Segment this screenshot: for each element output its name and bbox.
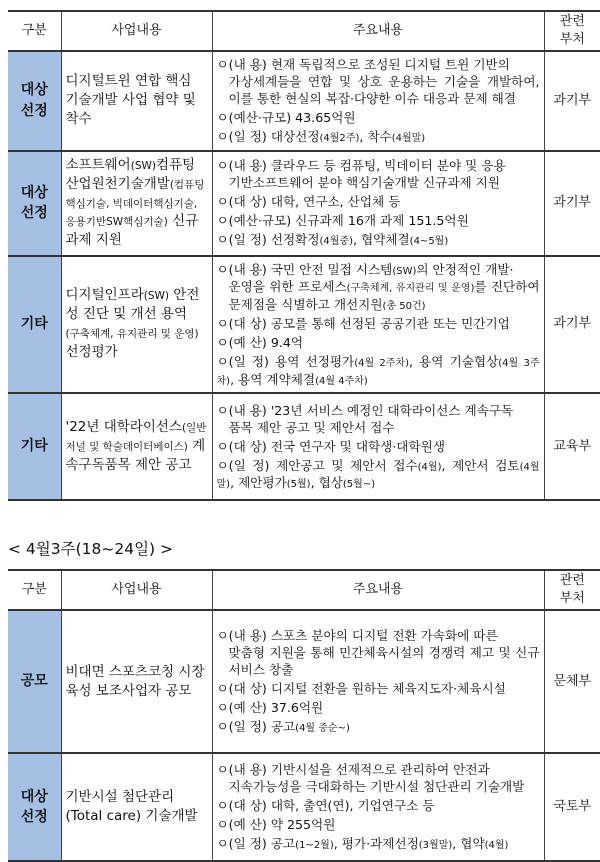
ministry-cell: 국토부 (544, 753, 600, 861)
content-cell (212, 51, 544, 151)
content-item: ㅇ(예 산) 약 255억원 (216, 817, 336, 833)
content-item: ㅇ(대 상) 공모를 통해 선정된 공공기관 또는 민간기업 (216, 316, 510, 331)
content-item: ㅇ(일 정) 대상선정(4월2주), 착수(4월말) (216, 129, 426, 144)
content-item: ㅇ(내 용) 클라우드 등 컴퓨팅, 빅데이터 분야 및 응용 기반소프트웨어 분야 핵심기술개발 신규과제 지원 (216, 158, 506, 191)
business-cell: '22년 대학라이선스(일반저널 및 학술데이터베이스) 계속구독품목 제안 공고 (61, 393, 212, 500)
content-item: ㅇ(일 정) 용역 선정평가(4월 2주차), 용역 기술협상(4월 3주차), 용역 계약체결(4월 4주차) (216, 354, 540, 387)
content-cell (212, 610, 544, 753)
business-cell: 기반시설 첨단관리 (Total care) 기술개발 (61, 753, 212, 861)
table-row (8, 151, 600, 256)
content-item: ㅇ(일 정) 공고(4월 중순~) (216, 719, 350, 735)
header-category: 구분 (8, 570, 61, 610)
header-content: 주요내용 (212, 11, 544, 51)
table-header-row (8, 11, 600, 51)
ministry-cell: 과기부 (544, 51, 600, 151)
header-ministry: 관련 부처 (544, 11, 600, 51)
content-item: ㅇ(일 정) 제안공고 및 제안서 접수(4월), 제안서 검토(4월 말), 제안평가(5월), 협상(5월~) (216, 457, 540, 490)
ministry-cell: 교육부 (544, 393, 600, 500)
ministry-cell: 과기부 (544, 256, 600, 394)
business-cell: 비대면 스포츠코칭 시장 육성 보조사업자 공모 (61, 610, 212, 753)
section-heading-week3: < 4월3주(18~24일) > (8, 540, 173, 558)
table-header-row (8, 570, 600, 610)
business-cell: 디지털인프라(SW) 안전성 진단 및 개선 용역 (구축체계, 유지관리 및 운영) 선정평가 (61, 256, 212, 394)
content-item: ㅇ(대 상) 대학, 연구소, 산업체 등 (216, 194, 401, 210)
business-cell: 디지털트윈 연합 핵심 기술개발 사업 협약 및 착수 (61, 51, 212, 151)
content-cell (212, 151, 544, 256)
content-item: ㅇ(내 용) 국민 안전 밀접 시스템(SW)의 안정적인 개발· 운영을 위한 프로세스(구축체계, 유지관리 및 운영)를 진단하여 문제점을 식별하고 개선지원(총 50건) (216, 261, 540, 312)
content-item: ㅇ(예 산) 37.6억원 (216, 700, 324, 716)
ministry-cell: 과기부 (544, 151, 600, 256)
content-item: ㅇ(내 용) '23년 서비스 예정인 대학라이선스 계속구독 품목 제안 공고 및 제안서 접수 (216, 402, 514, 435)
content-item: ㅇ(대 상) 디지털 전환을 원하는 체육지도자·체육시설 (216, 681, 506, 697)
content-item: ㅇ(대 상) 전국 연구자 및 대학생·대학원생 (216, 438, 445, 454)
content-item: ㅇ(예 산) 9.4억 (216, 335, 304, 350)
category-cell: 대상 선정 (8, 753, 61, 861)
business-cell: 소프트웨어(SW)컴퓨팅 산업원천기술개발(컴퓨팅 핵심기술, 빅데이터핵심기술, 응용기반SW핵심기술) 신규 과제 지원 (61, 151, 212, 256)
header-ministry: 관련 부처 (544, 570, 600, 610)
content-item: ㅇ(예산·규모) 43.65억원 (216, 110, 356, 125)
table-row (8, 393, 600, 500)
content-item: ㅇ(일 정) 공고(1~2월), 평가·과제선정(3월말), 협약(4월) (216, 836, 509, 852)
header-business: 사업내용 (61, 570, 212, 610)
category-cell: 기타 (8, 256, 61, 394)
content-cell (212, 393, 544, 500)
category-cell: 대상 선정 (8, 51, 61, 151)
table-row (8, 256, 600, 394)
table-row (8, 753, 600, 861)
category-cell: 대상 선정 (8, 151, 61, 256)
document (8, 10, 600, 862)
schedule-table-week3 (8, 569, 600, 862)
header-category: 구분 (8, 11, 61, 51)
content-item: ㅇ(예산·규모) 신규과제 16개 과제 151.5억원 (216, 213, 469, 229)
category-cell: 공모 (8, 610, 61, 753)
content-cell (212, 753, 544, 861)
header-business: 사업내용 (61, 11, 212, 51)
content-item: ㅇ(내 용) 기반시설을 선제적으로 관리하여 안전과 지속가능성을 극대화하는 기반시설 첨단관리 기술개발 (216, 762, 525, 795)
table-row (8, 51, 600, 151)
category-cell: 기타 (8, 393, 61, 500)
content-cell (212, 256, 544, 394)
schedule-table-week2 (8, 10, 600, 501)
content-item: ㅇ(내 용) 현재 독립적으로 조성된 디지털 트윈 기반의 가상세계들을 연합 및 상호 운용하는 기술을 개발하여, 이를 통한 현실의 복잡·다양한 이슈 대응과 문제 해결 (216, 57, 540, 106)
header-content: 주요내용 (212, 570, 544, 610)
content-item: ㅇ(대 상) 대학, 출연(연), 기업연구소 등 (216, 798, 435, 814)
content-item: ㅇ(일 정) 선정확정(4월중), 협약체결(4~5월) (216, 232, 449, 248)
table-row (8, 610, 600, 753)
ministry-cell: 문체부 (544, 610, 600, 753)
content-item: ㅇ(내 용) 스포츠 분야의 디지털 전환 가속화에 따른 맞춤형 지원을 통해 민간체육시설의 경쟁력 제고 및 신규서비스 창출 (216, 628, 540, 678)
